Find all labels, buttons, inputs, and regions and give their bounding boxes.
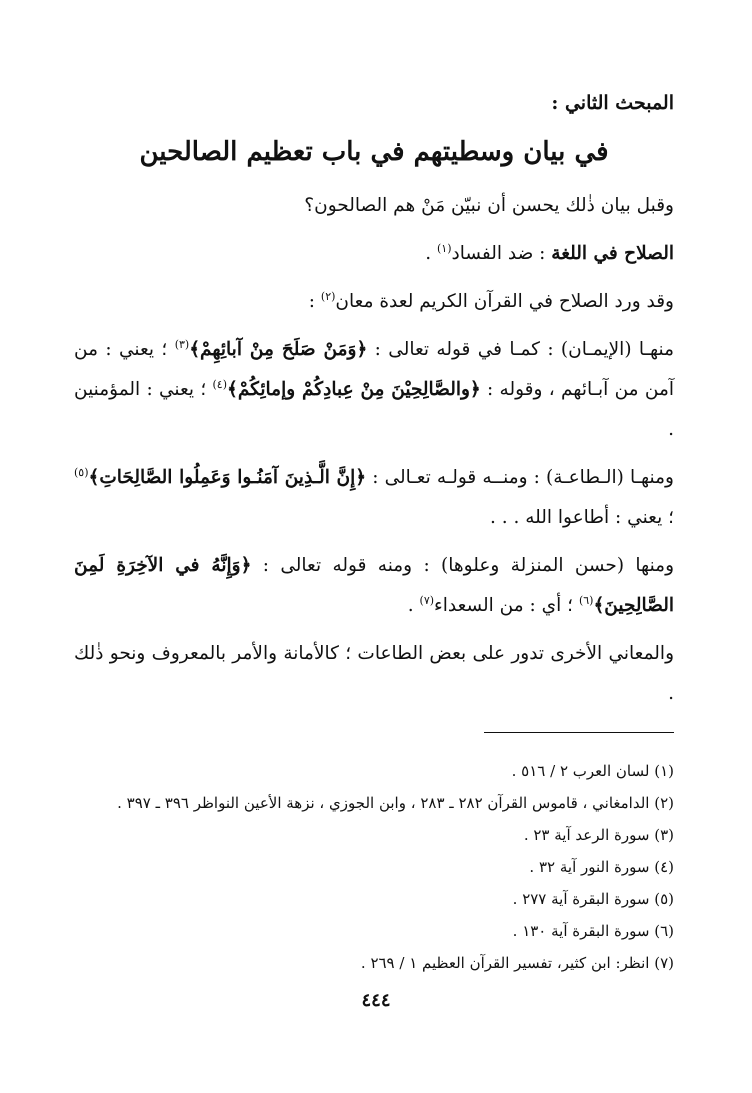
section-title: في بيان وسطيتهم في باب تعظيم الصالحين — [139, 137, 609, 167]
definition-text: : ضد الفساد — [451, 243, 552, 264]
meanings-intro-text: وقد ورد الصلاح في القرآن الكريم لعدة معان — [335, 291, 674, 312]
faith-text-a: منهـا (الإيمـان) : كمـا في قوله تعالى : — [367, 339, 674, 360]
obedience-text-b: ؛ يعني : أطاعوا الله . . . — [489, 507, 674, 528]
footnote-ref-7: (٧) — [419, 593, 435, 607]
footnote-item-5: (٥) سورة البقرة آية ٢٧٧ . — [512, 890, 674, 908]
obedience-text-a: ومنهـا (الـطاعـة) : ومنــه قولـه تعـالى : — [366, 467, 674, 488]
book-page — [74, 86, 674, 979]
footnote-item-2: (٢) الدامغاني ، قاموس القرآن ٢٨٢ ـ ٢٨٣ ، وابن الجوزي ، نزهة الأعين النواظر ٣٩٦ ـ ٣٩٧ . — [117, 794, 674, 812]
footnote-item-3: (٣) سورة الرعد آية ٢٣ . — [523, 826, 674, 844]
footnote-ref-2: (٢) — [320, 289, 336, 303]
paragraph-definition — [74, 234, 674, 274]
status-text-b: ؛ أي : من السعداء — [434, 595, 579, 616]
other-meanings-text: والمعاني الأخرى تدور على بعض الطاعات ؛ كالأمانة والأمر بالمعروف ونحو ذٰلك . — [74, 643, 674, 704]
footnote-item-6: (٦) سورة البقرة آية ١٣٠ . — [512, 922, 674, 940]
paragraph-other-meanings — [74, 634, 674, 714]
paragraph-faith — [74, 330, 674, 450]
status-text-end: . — [407, 595, 420, 616]
definition-term: الصلاح في اللغة — [551, 243, 674, 264]
meanings-intro-end: : — [308, 291, 321, 312]
paragraph-meanings-intro — [74, 282, 674, 322]
faith-text-c: ؛ يعني : المؤمنين . — [74, 379, 674, 440]
footnote-item-1: (١) لسان العرب ٢ / ٥١٦ . — [511, 762, 674, 780]
footnote-ref-3: (٣) — [174, 337, 190, 351]
footnote-ref-4: (٤) — [212, 377, 228, 391]
footnote-divider — [484, 732, 674, 733]
footnote-ref-6: (٦) — [578, 593, 594, 607]
section-label: المبحث الثاني : — [551, 92, 674, 114]
faith-text-b: ؛ يعني : من آمن من آبـائهم ، وقوله : — [74, 339, 674, 400]
paragraph-intro — [74, 186, 674, 226]
paragraph-status — [74, 546, 674, 626]
footnote-ref-1: (١) — [436, 241, 452, 255]
footnote-list — [74, 755, 674, 979]
paragraph-obedience — [74, 458, 674, 538]
quran-verse-4: ﴿وَإِنَّهُ في الآخِرَةِ لَمِنَ الصَّالِحِينَ﴾ — [74, 555, 674, 616]
status-text-a: ومنها (حسن المنزلة وعلوها) : ومنه قوله تعالى : — [251, 555, 674, 576]
definition-end: . — [425, 243, 437, 264]
footnote-ref-5: (٥) — [74, 465, 89, 479]
quran-verse-3: ﴿إِنَّ الَّـذِينَ آمَنُـوا وَعَمِلُوا الصَّالِحَاتِ﴾ — [88, 467, 367, 488]
quran-verse-1: ﴿وَمَنْ صَلَحَ مِنْ آبائِهِمْ﴾ — [189, 339, 368, 360]
page-number: ٤٤٤ — [361, 990, 391, 1011]
footnote-item-4: (٤) سورة النور آية ٣٢ . — [529, 858, 674, 876]
paragraph-intro-text: وقبل بيان ذٰلك يحسن أن نبيّن مَنْ هم الصالحون؟ — [304, 195, 674, 216]
quran-verse-2: ﴿والصَّالِحِيْنَ مِنْ عِبادِكُمْ وإمائِكُمْ﴾ — [227, 379, 481, 400]
footnote-item-7: (٧) انظر: ابن كثير، تفسير القرآن العظيم ١ / ٢٦٩ . — [360, 954, 674, 972]
